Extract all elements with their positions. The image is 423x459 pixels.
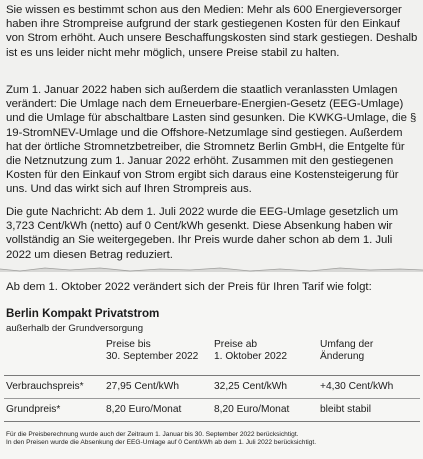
header-change: Umfang der Änderung <box>318 334 420 376</box>
new-price: 8,20 Euro/Monat <box>212 399 318 422</box>
footnote: Für die Preisberechnung wurde auch der Zeitraum 1. Januar bis 30. September 2022 berücksichtigt. <box>6 431 299 438</box>
row-label: Grundpreis* <box>4 399 104 422</box>
row-label: Verbrauchspreis* <box>4 376 104 399</box>
header-old-price: Preise bis 30. September 2022 <box>104 334 212 376</box>
new-price: 32,25 Cent/kWh <box>212 376 318 399</box>
old-price: 27,95 Cent/kWh <box>104 376 212 399</box>
table-row <box>4 399 420 422</box>
header-new-price: Preise ab 1. Oktober 2022 <box>212 334 318 376</box>
header-label <box>4 334 104 376</box>
footnote: In den Preisen wurde die Absenkung der EEG-Umlage auf 0 Cent/kWh ab dem 1. Juli 2022 berücksichtigt. <box>6 439 317 446</box>
price-change: +4,30 Cent/kWh <box>318 376 420 399</box>
price-table-header <box>4 334 420 376</box>
table-row <box>4 376 420 399</box>
old-price: 8,20 Euro/Monat <box>104 399 212 422</box>
tarif-subtitle: außerhalb der Grundversorgung <box>6 323 144 334</box>
price-change: bleibt stabil <box>318 399 420 422</box>
paragraph-eeg-reduction: Die gute Nachricht: Ab dem 1. Juli 2022 wurde die EEG-Umlage gesetzlich um 3,723 Cent/kWh (netto) auf 0 Cent/kWh gesenkt. Diese Absenkung haben wir vollständig an Sie weitergegeben. Ihr Preis wurde daher schon ab dem 1. Juli 2022 um diesen Betrag reduziert. <box>6 206 399 261</box>
tarif-name: Berlin Kompakt Privatstrom <box>6 307 160 320</box>
paragraph-levies-change: Zum 1. Januar 2022 haben sich außerdem die staatlich veranlassten Umlagen verändert: Die Umlage nach dem Erneuerbare-Energien-Gesetz (EEG-Umlage) und die Umlage für abschaltbare Lasten sind gesunken. Die KWKG-Umlage, die § 19-StromNEV-Umlage und die Offshore-Netzumlage sind gestiegen. Außerdem hat der örtliche Stromnetzbetreiber, die Stromnetz Berlin GmbH, die Entgelte für die Netznutzung zum 1. Januar 2022 erhöht. Zusammen mit den gestiegenen Kosten für den Einkauf von Strom ergibt sich daraus eine Kostensteigerung für uns. Und das wirkt sich auf Ihren Strompreis aus. <box>6 84 417 196</box>
tarif-intro: Ab dem 1. Oktober 2022 verändert sich der Preis für Ihren Tarif wie folgt: <box>6 281 372 293</box>
price-table <box>4 334 420 422</box>
paragraph-price-increase-reason: Sie wissen es bestimmt schon aus den Medien: Mehr als 600 Energieversorger haben ihre Strompreise aufgrund der stark gestiegenen Kosten für den Einkauf von Strom erhöht. Auch unsere Beschaffungskosten sind stark gestiegen. Deshalb ist es uns leider nicht mehr möglich, unsere Preise stabil zu halten. <box>6 4 418 59</box>
